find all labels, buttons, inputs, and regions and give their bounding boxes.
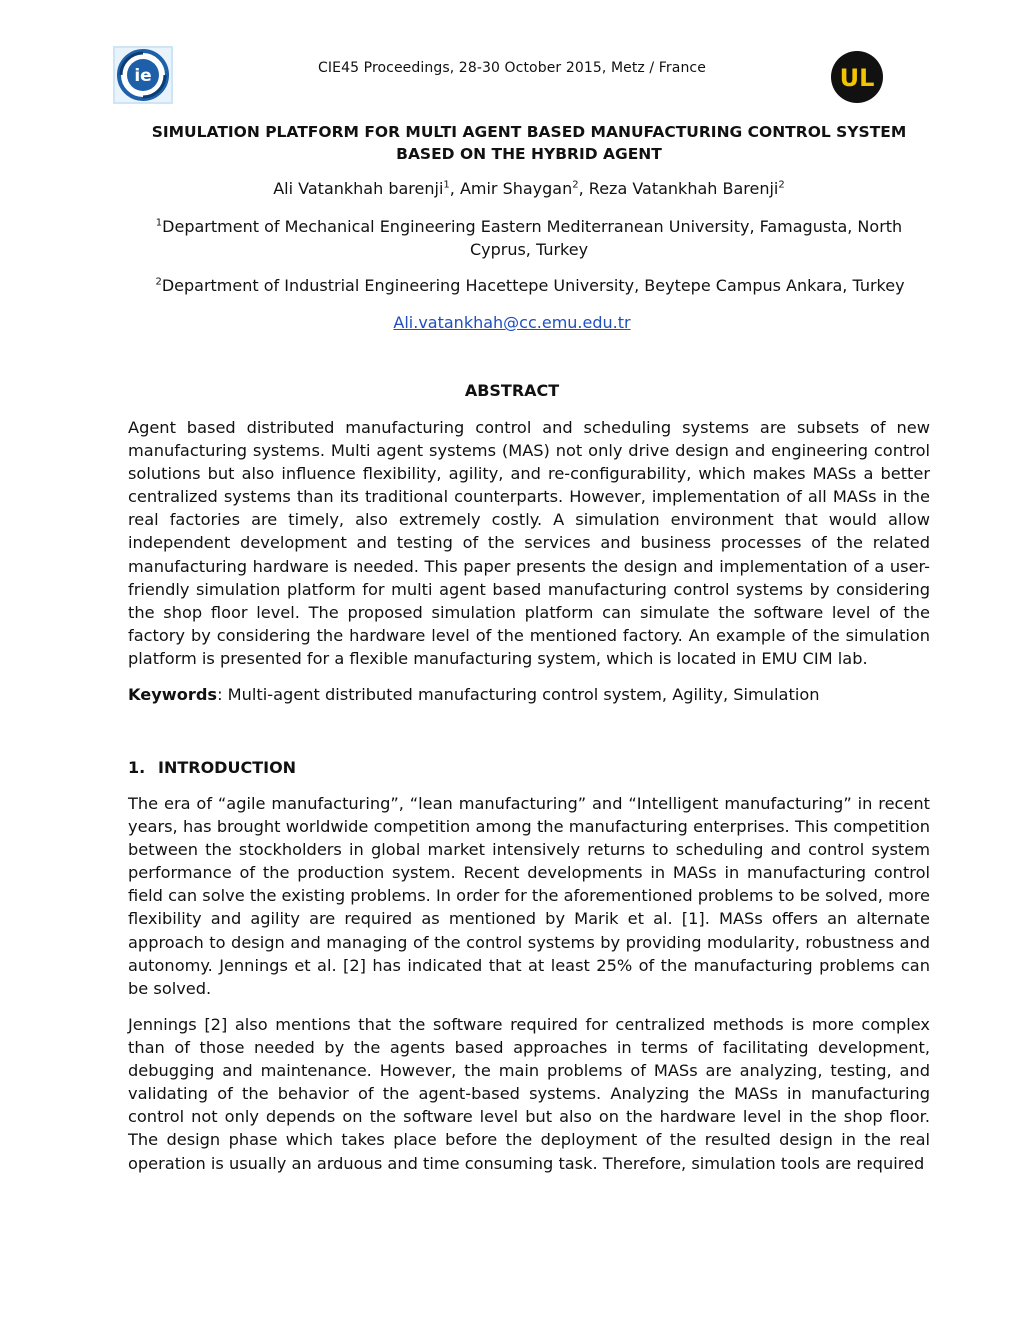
introduction-heading — [128, 757, 296, 779]
affiliation-1-line-1: Department of Mechanical Engineering Eastern Mediterranean University, Famagusta, North — [162, 217, 903, 236]
ul-logo-icon — [830, 50, 884, 104]
title-line-1: SIMULATION PLATFORM FOR MULTI AGENT BASED MANUFACTURING CONTROL SYSTEM — [151, 123, 907, 141]
author-separator: , — [578, 179, 589, 198]
affiliation-1-mark: 1 — [155, 217, 163, 229]
author-name: Amir Shaygan — [459, 179, 573, 198]
abstract-heading: ABSTRACT — [464, 381, 560, 400]
proceedings-header: CIE45 Proceedings, 28-30 October 2015, Metz / France — [318, 60, 706, 76]
author-affiliation-mark: 2 — [778, 179, 785, 191]
author-name: Reza Vatankhah Barenji — [588, 179, 779, 198]
keywords-line — [128, 683, 930, 706]
affiliation-1-line-2: Cyprus, Turkey — [469, 240, 589, 259]
author-name: Ali Vatankhah barenji — [273, 179, 444, 198]
author-affiliation-mark: 1 — [443, 179, 450, 191]
section-number: 1. — [128, 758, 146, 777]
author-affiliation-mark: 2 — [572, 179, 579, 191]
affiliation-2 — [100, 275, 960, 297]
title-line-2: BASED ON THE HYBRID AGENT — [396, 145, 662, 163]
keywords-label: Keywords — [128, 685, 218, 704]
paper-title — [128, 121, 930, 165]
ul-logo-text: UL — [839, 64, 875, 92]
contact-email-block — [0, 312, 1024, 334]
affiliation-2-text: Department of Industrial Engineering Hacettepe University, Beytepe Campus Ankara, Turkey — [161, 276, 905, 295]
abstract-body: Agent based distributed manufacturing control and scheduling systems are subsets of new manufacturing systems. Multi agent systems (MAS) not only drive design and engineering control solutions but also influence flexibility, agility, and re-configurability, which makes MASs a better centralized systems than its traditional counterparts. However, implementation of all MASs in the real factories are timely, also extremely costly. A simulation environment that would allow independent development and testing of the services and business processes of the related manufacturing hardware is needed. This paper presents the design and implementation of a user-friendly simulation platform for multi agent based manufacturing control systems by considering the shop floor level. The proposed simulation platform can simulate the software level of the factory by considering the hardware level of the mentioned factory. An example of the simulation platform is presented for a flexible manufacturing system, which is located in EMU CIM lab. — [128, 418, 930, 668]
affiliation-1 — [128, 215, 930, 261]
section-title: INTRODUCTION — [158, 758, 297, 777]
author-list — [128, 178, 930, 200]
cie-logo-text: ie — [134, 66, 152, 86]
introduction-paragraph-2: Jennings [2] also mentions that the software required for centralized methods is more complex than of those needed by the agents based approaches in terms of facilitating development, debugging and maintenance. However, the main problems of MASs are analyzing, testing, and validating of the behavior of the agent-based systems. Analyzing the MASs in manufacturing control not only depends on the software level but also on the hardware level in the shop floor. The design phase which takes place before the deployment of the resulted design in the real operation is usually an arduous and time consuming task. Therefore, simulation tools are required — [128, 1015, 930, 1173]
introduction-paragraph-1: The era of “agile manufacturing”, “lean manufacturing” and “Intelligent manufacturing” in recent years, has brought worldwide competition among the manufacturing enterprises. This competition between the stockholders in global market intensively returns to scheduling and control system performance of the production system. Recent developments in MASs in manufacturing control field can solve the existing problems. In order for the aforementioned problems to be solved, more flexibility and agility are required as mentioned by Marik et al. [1]. MASs offers an alternate approach to design and managing of the control systems by providing modularity, robustness and autonomy. Jennings et al. [2] has indicated that at least 25% of the manufacturing problems can be solved. — [128, 794, 930, 998]
keywords-text: : Multi-agent distributed manufacturing control system, Agility, Simulation — [217, 685, 820, 704]
author-separator: , — [449, 179, 460, 198]
affiliation-2-mark: 2 — [155, 276, 162, 288]
contact-email-link[interactable]: Ali.vatankhah@cc.emu.edu.tr — [393, 313, 631, 332]
